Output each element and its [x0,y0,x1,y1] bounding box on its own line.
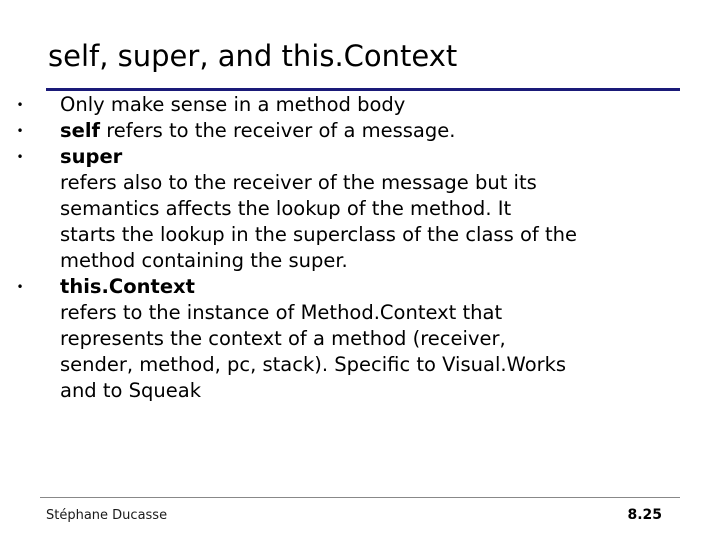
bullet-line [60,300,704,326]
footer-divider [40,497,680,498]
keyword: this.Context [60,275,195,298]
bullet-item [14,144,704,274]
bullet-item [14,92,704,118]
bullet-line [60,248,704,274]
bullet-text: Only make sense in a method body [60,93,406,116]
bullet-line [60,274,704,300]
bullet-line [60,378,704,404]
bullet-line [60,118,704,144]
bullet-text: semantics affects the lookup of the method. It [60,197,512,220]
bullet-text: refers to the instance of Method.Context that [60,301,503,324]
bullet-text: sender, method, pc, stack). Specific to Visual.Works [60,353,567,376]
bullet-item [14,118,704,144]
bullet-text: represents the context of a method (receiver, [60,327,506,350]
title-underline [46,88,680,91]
page-number: 8.25 [627,507,662,523]
keyword: self [60,119,100,142]
bullet-line [60,196,704,222]
bullet-dot-icon: • [16,98,24,112]
bullet-line [60,92,704,118]
bullet-line [60,352,704,378]
bullet-text: starts the lookup in the superclass of the class of the [60,223,577,246]
bullet-dot-icon: • [16,150,24,164]
keyword: super [60,145,123,168]
slide-title: self, super, and this.Context [48,39,458,73]
bullet-line [60,222,704,248]
bullet-list [14,92,704,404]
bullet-line [60,144,704,170]
bullet-text: refers also to the receiver of the message but its [60,171,537,194]
footer-author: Stéphane Ducasse [46,508,168,523]
bullet-text: and to Squeak [60,379,202,402]
bullet-dot-icon: • [16,124,24,138]
bullet-text: refers to the receiver of a message. [100,119,456,142]
bullet-line [60,326,704,352]
bullet-item [14,274,704,404]
bullet-text: method containing the super. [60,249,348,272]
bullet-line [60,170,704,196]
bullet-dot-icon: • [16,280,24,294]
